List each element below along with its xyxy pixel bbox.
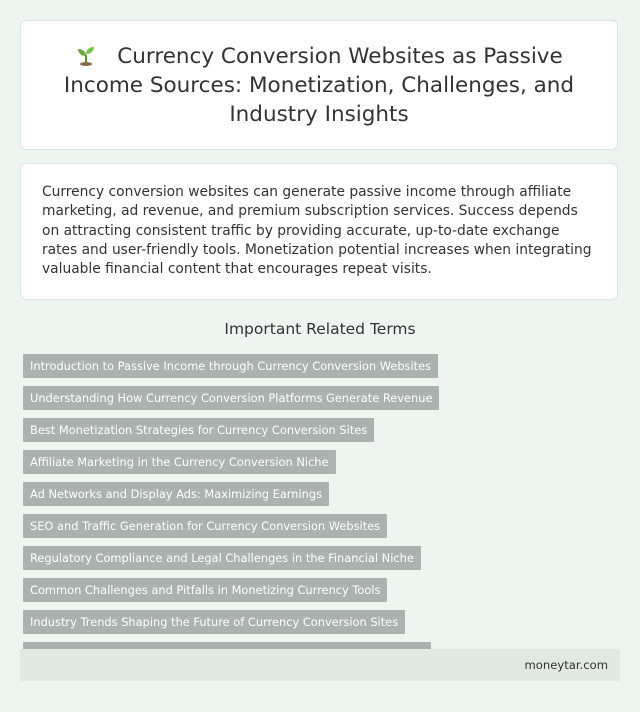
title-card — [20, 20, 618, 150]
related-terms-list — [23, 354, 623, 666]
page-title-text: Currency Conversion Websites as Passive Income Sources: Monetization, Challenges, and Industry Insights — [63, 43, 575, 127]
summary-text: Currency conversion websites can generate passive income through affiliate marketing, ad revenue, and premium subscription services. Success depends on attracting consistent traffic by providing accurate, up-to-date exchange rates and user-friendly tools. Monetization potential increases when integrating valuable financial content that encourages repeat visits. — [42, 184, 592, 278]
page-title — [51, 42, 587, 129]
related-terms-heading: Important Related Terms — [224, 320, 416, 338]
related-term-tag[interactable]: Introduction to Passive Income through Currency Conversion Websites — [23, 354, 438, 378]
sprout-icon — [75, 44, 97, 66]
related-term-tag[interactable]: SEO and Traffic Generation for Currency Conversion Websites — [23, 514, 387, 538]
footer — [20, 649, 620, 681]
related-term-tag[interactable]: Industry Trends Shaping the Future of Currency Conversion Sites — [23, 610, 405, 634]
summary-card — [20, 163, 618, 300]
related-term-tag[interactable]: Ad Networks and Display Ads: Maximizing Earnings — [23, 482, 329, 506]
related-term-tag[interactable]: Best Monetization Strategies for Currency Conversion Sites — [23, 418, 374, 442]
related-term-tag[interactable]: Regulatory Compliance and Legal Challenges in the Financial Niche — [23, 546, 421, 570]
related-term-tag[interactable]: Understanding How Currency Conversion Platforms Generate Revenue — [23, 386, 439, 410]
related-term-tag[interactable]: Affiliate Marketing in the Currency Conversion Niche — [23, 450, 336, 474]
related-term-tag[interactable]: Common Challenges and Pitfalls in Monetizing Currency Tools — [23, 578, 387, 602]
footer-site-name[interactable]: moneytar.com — [524, 658, 608, 672]
